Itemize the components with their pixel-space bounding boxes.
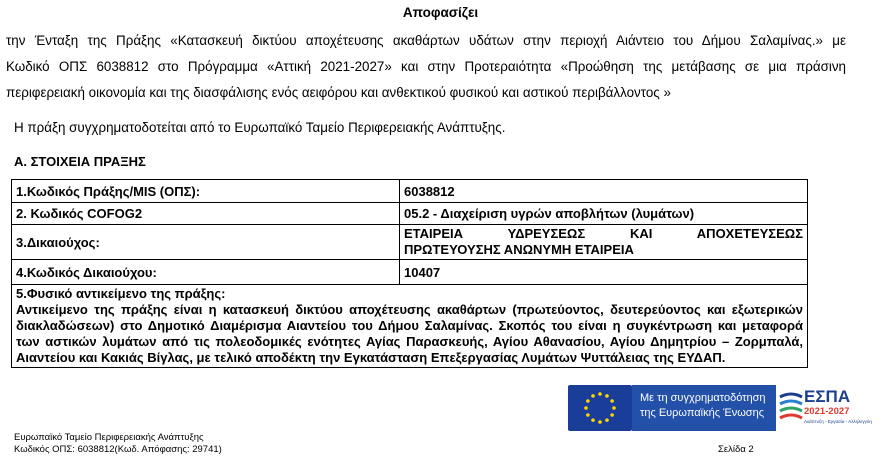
eu-text-line: της Ευρωπαϊκής Ένωσης <box>640 407 764 419</box>
beneficiary-line: ΕΤΑΙΡΕΙΑ ΥΔΡΕΥΣΕΩΣ ΚΑΙ ΑΠΟΧΕΤΕΥΣΕΩΣ <box>404 226 803 241</box>
eu-star-icon <box>586 413 590 417</box>
beneficiary-line: ΠΡΩΤΕΥΟΥΣΗΣ ΑΝΩΝΥΜΗ ΕΤΑΙΡΕΙΑ <box>404 242 634 257</box>
eu-text-line: Με τη συγχρηματοδότηση <box>640 392 766 404</box>
eu-cofunding-text <box>632 385 776 431</box>
cofunding-logo <box>568 385 872 431</box>
eu-star-icon <box>591 418 595 422</box>
description-line: Αιαντείου και Κακιάς Βίγλας, με τελικό αποδέκτη την Εγκατάσταση Επεξεργασίας Λυμάτων Ψυττάλειας της ΕΥΔΑΠ. <box>16 350 726 365</box>
decision-paragraph <box>6 28 846 106</box>
footer-line: Κωδικός ΟΠΣ: 6038812(Κωδ. Απόφασης: 29741) <box>14 444 222 455</box>
description-line: διακλαδώσεων) στο Δημοτικό Διαμέρισμα Αιαντείου του Δήμου Σαλαμίνας. Σκοπός του είναι η συγκέντρωση και μεταφορά <box>16 318 803 333</box>
description-line: Αντικείμενο της πράξης είναι η κατασκευή δικτύου αποχέτευσης ακαθάρτων (πρωτεύοντος, δευτερεύοντος και εξωτερικών <box>16 302 803 317</box>
row-label: 1.Κωδικός Πράξης/MIS (ΟΠΣ): <box>12 180 400 203</box>
table-row <box>12 203 808 225</box>
eu-stars-icon <box>568 385 632 431</box>
espa-title: ΕΣΠΑ <box>804 387 851 406</box>
eu-star-icon <box>612 406 616 410</box>
footer-info <box>14 432 222 456</box>
document-heading: Αποφασίζει <box>402 5 479 20</box>
decision-line: Κωδικό ΟΠΣ 6038812 στο Πρόγραμμα «Αττική 2021-2027» και στην Προτεραιότητα «Προώθηση της μετάβασης σε μια πράσινη <box>6 59 846 74</box>
decision-line: την Ένταξη της Πράξης «Κατασκευή δικτύου αποχέτευσης ακαθάρτων υδάτων στην περιοχή Αιάντειο του Δήμου Σαλαμίνας.» με <box>6 33 846 48</box>
funding-statement: Η πράξη συγχρηματοδοτείται από το Ευρωπαϊκό Ταμείο Περιφερειακής Ανάπτυξης. <box>14 120 506 135</box>
espa-years: 2021-2027 <box>804 406 850 417</box>
row-label: 3.Δικαιούχος: <box>12 225 400 260</box>
decision-line: περιφερειακή οικονομία και της διασφάλισης ενός αειφόρου και ανθεκτικού φυσικού και αστικού περιβάλλοντος » <box>6 85 671 100</box>
project-details-table <box>11 179 808 368</box>
row-value: 6038812 <box>400 180 808 203</box>
table-row <box>12 180 808 203</box>
espa-logo <box>776 385 872 431</box>
physical-object-cell <box>12 285 808 368</box>
row-value <box>400 225 808 260</box>
row-value: 10407 <box>400 260 808 285</box>
description-line: των αστικών λυμάτων από τις πολεοδομικές ενότητες Αγίας Παρασκευής, Αγίου Αθανασίου, Αγίου Δημητρίου – Ζορμπαλά, <box>16 334 803 349</box>
eu-star-icon <box>605 394 609 398</box>
footer-line: Ευρωπαϊκό Ταμείο Περιφερειακής Ανάπτυξης <box>14 432 204 443</box>
eu-star-icon <box>598 392 602 396</box>
eu-star-icon <box>591 394 595 398</box>
eu-star-icon <box>610 413 614 417</box>
table-row <box>12 260 808 285</box>
eu-star-icon <box>586 399 590 403</box>
eu-star-icon <box>605 418 609 422</box>
eu-star-icon <box>610 399 614 403</box>
page-number: Σελίδα 2 <box>718 444 754 455</box>
row-label: 2. Κωδικός COFOG2 <box>12 203 400 225</box>
espa-waves-icon <box>778 389 804 429</box>
table-row <box>12 225 808 260</box>
eu-flag-icon <box>568 385 632 431</box>
espa-tagline: Ανάπτυξη - Εργασία - Αλληλεγγύη <box>804 419 872 424</box>
eu-star-icon <box>598 420 602 424</box>
table-row <box>12 285 808 368</box>
row-value: 05.2 - Διαχείριση υγρών αποβλήτων (λυμάτων) <box>400 203 808 225</box>
row-label: 5.Φυσικό αντικείμενο της πράξης: <box>16 286 226 301</box>
section-title: Α. ΣΤΟΙΧΕΙΑ ΠΡΑΞΗΣ <box>14 154 146 169</box>
eu-star-icon <box>584 406 588 410</box>
row-label: 4.Κωδικός Δικαιούχου: <box>12 260 400 285</box>
